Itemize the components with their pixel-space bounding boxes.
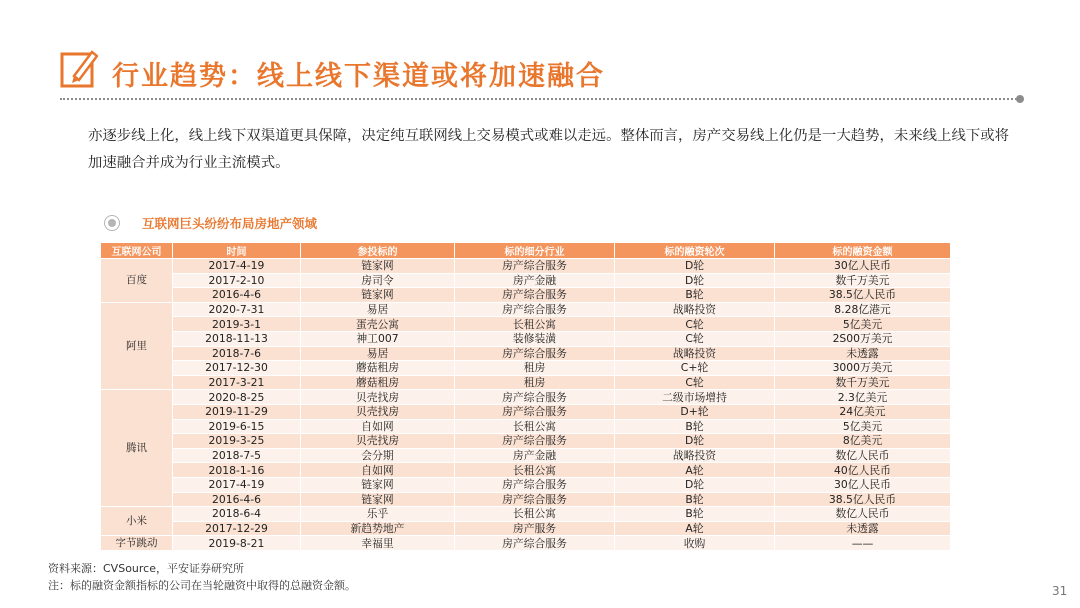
table-cell: 贝壳找房 — [301, 390, 455, 405]
table-cell: 租房 — [455, 375, 615, 390]
bullet-icon — [104, 215, 120, 231]
table-cell: 2017-12-29 — [173, 521, 301, 536]
table-row — [101, 492, 951, 507]
table-cell: 新趋势地产 — [301, 521, 455, 536]
table-cell: 40亿人民币 — [775, 463, 951, 478]
table-row — [101, 463, 951, 478]
table-cell: 数千万美元 — [775, 375, 951, 390]
table-cell: 房产综合服务 — [455, 288, 615, 303]
table-cell: 2020-7-31 — [173, 302, 301, 317]
table-cell: 蛋壳公寓 — [301, 317, 455, 332]
table-cell: 链家网 — [301, 492, 455, 507]
table-cell: 战略投资 — [615, 448, 775, 463]
table-cell: 长租公寓 — [455, 419, 615, 434]
table-cell: 2018-7-5 — [173, 448, 301, 463]
table-row — [101, 317, 951, 332]
edit-icon — [60, 48, 98, 88]
table-cell: 战略投资 — [615, 346, 775, 361]
table-row — [101, 390, 951, 405]
table-cell: 2019-11-29 — [173, 404, 301, 419]
table-cell: 房产综合服务 — [455, 346, 615, 361]
table-cell: 2018-6-4 — [173, 507, 301, 522]
table-row — [101, 477, 951, 492]
intro-paragraph: 亦逐步线上化，线上线下双渠道更具保障，决定纯互联网线上交易模式或难以走远。整体而言，房产交易线上化仍是一大趋势，未来线上线下或将加速融合并成为行业主流模式。 — [88, 128, 1010, 171]
page-number: 31 — [1052, 584, 1068, 598]
table-cell: 蘑菇租房 — [301, 361, 455, 376]
table-cell: B轮 — [615, 492, 775, 507]
table-cell: C+轮 — [615, 361, 775, 376]
footnote-text: 注：标的融资金额指标的公司在当轮融资中取得的总融资金额。 — [48, 579, 356, 592]
table-row — [101, 273, 951, 288]
table-cell: 长租公寓 — [455, 507, 615, 522]
table-cell: 房产综合服务 — [455, 536, 615, 551]
table-cell: 2.3亿美元 — [775, 390, 951, 405]
table-cell: 2018-1-16 — [173, 463, 301, 478]
table-cell: C轮 — [615, 375, 775, 390]
table-cell: 易居 — [301, 302, 455, 317]
table-row — [101, 434, 951, 449]
table-cell: 5亿美元 — [775, 317, 951, 332]
column-header: 标的融资金额 — [775, 243, 951, 259]
table-row — [101, 536, 951, 551]
table-cell: 2016-4-6 — [173, 288, 301, 303]
table-cell: 房产综合服务 — [455, 259, 615, 274]
table-cell: A轮 — [615, 521, 775, 536]
table-cell: 会分期 — [301, 448, 455, 463]
company-cell: 小米 — [101, 507, 173, 536]
source-text: 资料来源：CVSource，平安证券研究所 — [48, 562, 244, 575]
table-cell: 幸福里 — [301, 536, 455, 551]
table-cell: 房司令 — [301, 273, 455, 288]
table-cell: 5亿美元 — [775, 419, 951, 434]
table-cell: 房产综合服务 — [455, 477, 615, 492]
table-cell: D轮 — [615, 434, 775, 449]
table-cell: B轮 — [615, 507, 775, 522]
table-cell: 自如网 — [301, 463, 455, 478]
table-cell: 8.28亿港元 — [775, 302, 951, 317]
column-header: 标的融资轮次 — [615, 243, 775, 259]
company-cell: 字节跳动 — [101, 536, 173, 551]
table-cell: 3000万美元 — [775, 361, 951, 376]
table-cell: 长租公寓 — [455, 463, 615, 478]
table-cell: —— — [775, 536, 951, 551]
column-header: 时间 — [173, 243, 301, 259]
column-header: 互联网公司 — [101, 243, 173, 259]
table-cell: 38.5亿人民币 — [775, 288, 951, 303]
table-cell: 2018-7-6 — [173, 346, 301, 361]
table-cell: 30亿人民币 — [775, 259, 951, 274]
table-cell: B轮 — [615, 288, 775, 303]
table-cell: 乐乎 — [301, 507, 455, 522]
table-cell: 2018-11-13 — [173, 331, 301, 346]
table-cell: 2019-3-1 — [173, 317, 301, 332]
section-title: 互联网巨头纷纷布局房地产领域 — [142, 216, 318, 231]
column-header: 标的细分行业 — [455, 243, 615, 259]
table-cell: 2017-12-30 — [173, 361, 301, 376]
table-cell: 24亿美元 — [775, 404, 951, 419]
table-cell: 长租公寓 — [455, 317, 615, 332]
table-cell: 收购 — [615, 536, 775, 551]
table-cell: 2017-2-10 — [173, 273, 301, 288]
table-cell: 38.5亿人民币 — [775, 492, 951, 507]
table-cell: D轮 — [615, 477, 775, 492]
table-cell: 数亿人民币 — [775, 448, 951, 463]
table-cell: 战略投资 — [615, 302, 775, 317]
table-cell: 未透露 — [775, 346, 951, 361]
table-cell: 蘑菇租房 — [301, 375, 455, 390]
table-body — [101, 259, 951, 551]
table-cell: 2017-3-21 — [173, 375, 301, 390]
investment-table — [100, 242, 951, 551]
table-cell: 房产金融 — [455, 273, 615, 288]
table-cell: A轮 — [615, 463, 775, 478]
source-note — [48, 560, 356, 594]
table-row — [101, 259, 951, 274]
table-header-row — [101, 243, 951, 259]
table-cell: 贝壳找房 — [301, 404, 455, 419]
table-cell: 房产综合服务 — [455, 390, 615, 405]
title-divider — [60, 98, 1020, 100]
table-cell: 二级市场增持 — [615, 390, 775, 405]
column-header: 参投标的 — [301, 243, 455, 259]
table-cell: 2017-4-19 — [173, 259, 301, 274]
company-cell: 百度 — [101, 259, 173, 303]
table-cell: 链家网 — [301, 259, 455, 274]
table-cell: 2016-4-6 — [173, 492, 301, 507]
table-cell: 房产金融 — [455, 448, 615, 463]
table-row — [101, 404, 951, 419]
company-cell: 腾讯 — [101, 390, 173, 507]
table-cell: 2019-3-25 — [173, 434, 301, 449]
table-cell: D轮 — [615, 273, 775, 288]
table-cell: 房产综合服务 — [455, 492, 615, 507]
table-cell: 30亿人民币 — [775, 477, 951, 492]
table-row — [101, 361, 951, 376]
table-cell: 装修装潢 — [455, 331, 615, 346]
table-cell: 链家网 — [301, 477, 455, 492]
table-row — [101, 507, 951, 522]
table-row — [101, 346, 951, 361]
table-cell: C轮 — [615, 317, 775, 332]
table-cell: 易居 — [301, 346, 455, 361]
table-cell: D轮 — [615, 259, 775, 274]
table-cell: 自如网 — [301, 419, 455, 434]
table-cell: 8亿美元 — [775, 434, 951, 449]
company-cell: 阿里 — [101, 302, 173, 390]
table-cell: 数千万美元 — [775, 273, 951, 288]
table-cell: 房产综合服务 — [455, 434, 615, 449]
table-cell: 未透露 — [775, 521, 951, 536]
table-row — [101, 288, 951, 303]
table-cell: 贝壳找房 — [301, 434, 455, 449]
table-row — [101, 419, 951, 434]
table-cell: 房产综合服务 — [455, 302, 615, 317]
page-title: 行业趋势：线上线下渠道或将加速融合 — [112, 61, 605, 92]
table-cell: 数亿人民币 — [775, 507, 951, 522]
table-cell: 2019-6-15 — [173, 419, 301, 434]
table-cell: 2020-8-25 — [173, 390, 301, 405]
table-cell: 链家网 — [301, 288, 455, 303]
table-cell: 神工007 — [301, 331, 455, 346]
table-row — [101, 302, 951, 317]
table-row — [101, 375, 951, 390]
divider-dot — [1016, 95, 1024, 103]
table-cell: 房产综合服务 — [455, 404, 615, 419]
table-cell: D+轮 — [615, 404, 775, 419]
table-row — [101, 521, 951, 536]
table-cell: 房产服务 — [455, 521, 615, 536]
table-cell: B轮 — [615, 419, 775, 434]
table-cell: 2S00万美元 — [775, 331, 951, 346]
table-row — [101, 331, 951, 346]
table-row — [101, 448, 951, 463]
table-cell: 2017-4-19 — [173, 477, 301, 492]
table-cell: 租房 — [455, 361, 615, 376]
table-cell: 2019-8-21 — [173, 536, 301, 551]
table-cell: C轮 — [615, 331, 775, 346]
